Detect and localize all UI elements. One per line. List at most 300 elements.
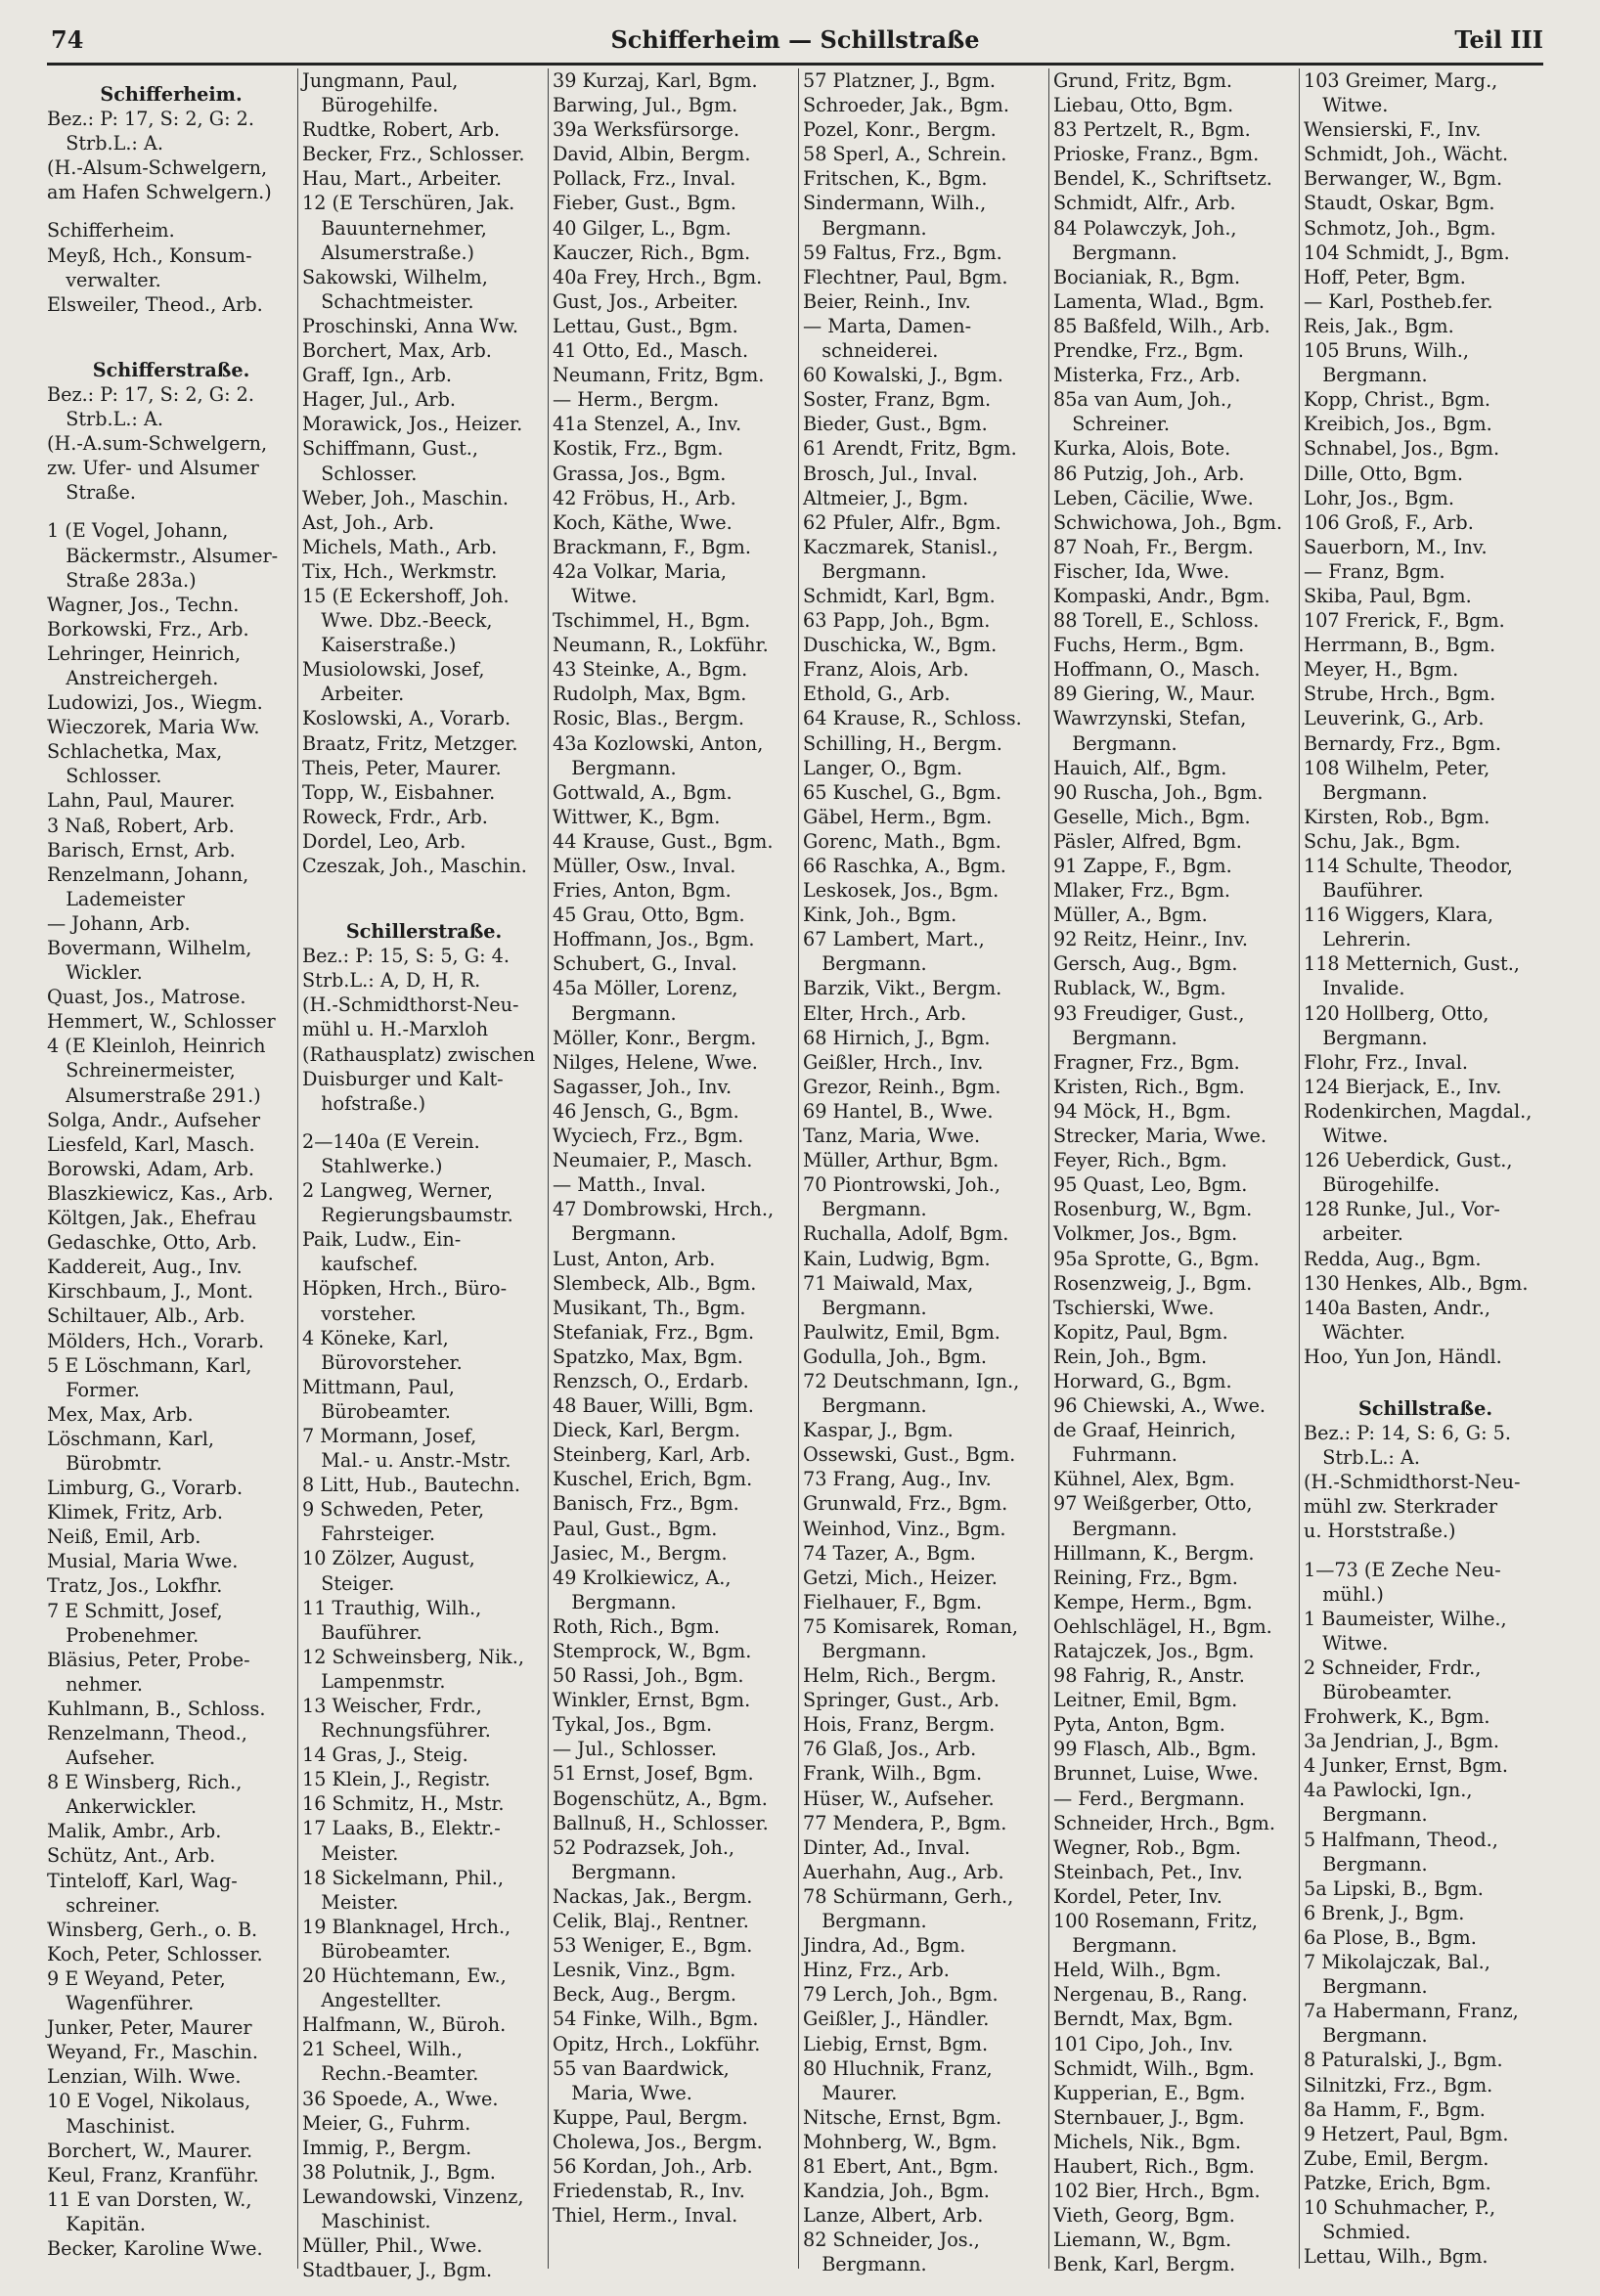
entry-line: Leben, Cäcilie, Wwe. bbox=[1053, 486, 1254, 509]
entry-line: Schiltauer, Alb., Arb. bbox=[47, 1304, 245, 1328]
entry-line: Rodenkirchen, Magdal., bbox=[1304, 1099, 1533, 1123]
entry-line: Halfmann, W., Büroh. bbox=[302, 2013, 507, 2037]
page-number: 74 bbox=[51, 25, 84, 54]
entry-line: nehmer. bbox=[47, 1672, 143, 1696]
entry-line: Hoffmann, Jos., Bgm. bbox=[553, 928, 755, 951]
entry-line: 59 Faltus, Frz., Bgm. bbox=[803, 241, 1002, 264]
entry-line: Wawrzynski, Stefan, bbox=[1053, 707, 1247, 730]
header-rule bbox=[47, 63, 1543, 66]
entry-line: 43 Steinke, A., Bgm. bbox=[553, 658, 748, 682]
entry-line: 5a Lipski, B., Bgm. bbox=[1304, 1877, 1484, 1900]
entry-line: Brunnet, Luise, Wwe. bbox=[1053, 1762, 1259, 1786]
entry-line: Jindra, Ad., Bgm. bbox=[803, 1934, 966, 1958]
entry-line: Löschmann, Karl, bbox=[47, 1427, 214, 1450]
entry-line: Quast, Jos., Matrose. bbox=[47, 986, 246, 1009]
entry-line: Weinhod, Vinz., Bgm. bbox=[803, 1517, 1006, 1540]
entry-line: 71 Maiwald, Max, bbox=[803, 1271, 974, 1295]
entry-line: Borkowski, Frz., Arb. bbox=[47, 617, 249, 640]
entry-line: Lohr, Jos., Bgm. bbox=[1304, 486, 1454, 509]
entry-line: — Marta, Damen- bbox=[803, 314, 972, 337]
entry-line: 84 Polawczyk, Joh., bbox=[1053, 216, 1237, 240]
entry-line: 14 Gras, J., Steig. bbox=[302, 1744, 468, 1767]
entry-line: 106 Groß, F., Arb. bbox=[1304, 510, 1474, 534]
entry-line: 1 (E Vogel, Johann, bbox=[47, 519, 229, 543]
entry-line: 9 Schweden, Peter, bbox=[302, 1498, 485, 1522]
entry-line: (Rathausplatz) zwischen bbox=[302, 1042, 536, 1066]
street-heading: Schifferstraße. bbox=[92, 358, 250, 381]
entry-line: — Franz, Bgm. bbox=[1304, 559, 1445, 583]
entry-line: Solga, Andr., Aufseher bbox=[47, 1108, 261, 1131]
entry-line: Schmidt, Joh., Wächt. bbox=[1304, 143, 1509, 166]
entry-line: Wächter. bbox=[1304, 1320, 1406, 1344]
entry-line: 9 E Weyand, Peter, bbox=[47, 1966, 226, 1990]
entry-line: Weyand, Fr., Maschin. bbox=[47, 2041, 258, 2064]
entry-line: Banisch, Frz., Bgm. bbox=[553, 1492, 739, 1516]
entry-line: 78 Schürmann, Gerh., bbox=[803, 1884, 1014, 1908]
entry-line: Witwe. bbox=[1304, 94, 1389, 117]
entry-line: Held, Wilh., Bgm. bbox=[1053, 1959, 1222, 1982]
entry-line: Kuschel, Erich, Bgm. bbox=[553, 1468, 753, 1491]
entry-line: Gottwald, A., Bgm. bbox=[553, 780, 733, 804]
entry-line: Tschierski, Wwe. bbox=[1053, 1296, 1215, 1319]
entry-line: 95a Sprotte, G., Bgm. bbox=[1053, 1247, 1260, 1270]
entry-line: — Ferd., Bergmann. bbox=[1053, 1787, 1246, 1810]
entry-line: Barzik, Vikt., Bergm. bbox=[803, 977, 1002, 1000]
entry-line: 72 Deutschmann, Ign., bbox=[803, 1369, 1020, 1392]
entry-line: Opitz, Hrch., Lokführ. bbox=[553, 2032, 761, 2055]
column-5 bbox=[1048, 68, 1297, 2276]
entry-line: 57 Platzner, J., Bgm. bbox=[803, 69, 996, 92]
entry-line: Bürobeamter. bbox=[1304, 1681, 1452, 1703]
entry-line: Topp, W., Eisbahner. bbox=[302, 780, 496, 804]
entry-line: Schwichowa, Joh., Bgm. bbox=[1053, 510, 1283, 534]
entry-line: Berwanger, W., Bgm. bbox=[1304, 167, 1503, 191]
entry-line: Bergmann. bbox=[1304, 1852, 1428, 1876]
entry-line: 40 Gilger, L., Bgm. bbox=[553, 216, 732, 240]
entry-line: 7 Mikolajczak, Bal., bbox=[1304, 1951, 1490, 1974]
entry-line: Sindermann, Wilh., bbox=[803, 192, 987, 215]
entry-line: 6a Plose, B., Bgm. bbox=[1304, 1925, 1477, 1949]
entry-line: Fritschen, K., Bgm. bbox=[803, 167, 988, 191]
entry-line: Kupperian, E., Bgm. bbox=[1053, 2081, 1246, 2104]
entry-line: 92 Reitz, Heinr., Inv. bbox=[1053, 928, 1249, 951]
entry-line: Altmeier, J., Bgm. bbox=[803, 486, 969, 509]
entry-line: 1 Baumeister, Wilhe., bbox=[1304, 1607, 1507, 1630]
entry-line: Kopp, Christ., Bgm. bbox=[1304, 388, 1491, 412]
entry-line: 80 Hluchnik, Franz, bbox=[803, 2056, 993, 2080]
entry-line: 99 Flasch, Alb., Bgm. bbox=[1053, 1738, 1257, 1761]
entry-line: Meister. bbox=[302, 1890, 399, 1914]
entry-line: Bez.: P: 17, S: 2, G: 2. bbox=[47, 382, 254, 406]
entry-line: Strb.L.: A. bbox=[1304, 1446, 1420, 1470]
entry-line: 38 Polutnik, J., Bgm. bbox=[302, 2160, 496, 2184]
entry-line: Hoff, Peter, Bgm. bbox=[1304, 265, 1466, 288]
entry-line: Borchert, Max, Arb. bbox=[302, 339, 492, 363]
entry-line: Winsberg, Gerh., o. B. bbox=[47, 1918, 258, 1941]
entry-line: 88 Torell, E., Schloss. bbox=[1053, 609, 1260, 633]
entry-line: Czeszak, Joh., Maschin. bbox=[302, 855, 527, 877]
entry-line: 114 Schulte, Theodor, bbox=[1304, 855, 1513, 877]
entry-line: (H.-A.sum-Schwelgern, bbox=[47, 432, 268, 456]
entry-line: u. Horststraße.) bbox=[1304, 1520, 1456, 1543]
entry-line: Reining, Frz., Bgm. bbox=[1053, 1566, 1238, 1589]
entry-line: Bergmann. bbox=[803, 2253, 927, 2276]
entry-line: Bez.: P: 15, S: 5, G: 4. bbox=[302, 945, 510, 968]
entry-line: Pollack, Frz., Inval. bbox=[553, 167, 736, 191]
entry-line: Hois, Franz, Bergm. bbox=[803, 1713, 996, 1737]
entry-line: Schlachetka, Max, bbox=[47, 740, 223, 764]
entry-line: 65 Kuschel, G., Bgm. bbox=[803, 780, 1002, 804]
entry-line: 45 Grau, Otto, Bgm. bbox=[553, 904, 745, 927]
entry-line: Dinter, Ad., Inval. bbox=[803, 1835, 971, 1859]
entry-line: 81 Ebert, Ant., Bgm. bbox=[803, 2154, 1000, 2178]
entry-line: 18 Sickelmann, Phil., bbox=[302, 1866, 504, 1889]
entry-line: Rosenzweig, J., Bgm. bbox=[1053, 1271, 1253, 1295]
entry-line: Dieck, Karl, Bergm. bbox=[553, 1419, 740, 1442]
entry-line: 75 Komisarek, Roman, bbox=[803, 1614, 1018, 1638]
entry-line: 98 Fahrig, R., Anstr. bbox=[1053, 1664, 1245, 1688]
page-header bbox=[47, 25, 1543, 65]
entry-line: 2 Langweg, Werner, bbox=[302, 1179, 493, 1203]
entry-line: Rudtke, Robert, Arb. bbox=[302, 118, 501, 142]
entry-line: Mex, Max, Arb. bbox=[47, 1402, 194, 1426]
spacer bbox=[302, 892, 546, 905]
entry-line: Lesnik, Vinz., Bgm. bbox=[553, 1959, 736, 1982]
entry-line: 8a Hamm, F., Bgm. bbox=[1304, 2097, 1486, 2121]
entry-line: Theis, Peter, Maurer. bbox=[302, 756, 502, 779]
entry-line: Maria, Wwe. bbox=[553, 2081, 692, 2104]
entry-line: Kaczmarek, Stanisl., bbox=[803, 535, 999, 558]
columns-container bbox=[47, 68, 1543, 2282]
entry-line: Stadtbauer, J., Bgm. bbox=[302, 2259, 493, 2282]
entry-line: Kuppe, Paul, Bergm. bbox=[553, 2105, 748, 2129]
entry-line: Hoffmann, O., Masch. bbox=[1053, 658, 1261, 682]
entry-line: 89 Giering, W., Maur. bbox=[1053, 683, 1256, 706]
entry-line: Immig, P., Bergm. bbox=[302, 2136, 472, 2159]
entry-line: Steinberg, Karl, Arb. bbox=[553, 1443, 751, 1467]
entry-line: Silnitzki, Frz., Bgm. bbox=[1304, 2073, 1493, 2097]
entry-line: 102 Bier, Hrch., Bgm. bbox=[1053, 2180, 1261, 2203]
entry-line: Rechnungsführer. bbox=[302, 1719, 491, 1743]
entry-line: Paul, Gust., Bgm. bbox=[553, 1517, 718, 1540]
entry-line: 7 Mormann, Josef, bbox=[302, 1424, 477, 1447]
entry-line: Möller, Konr., Bergm. bbox=[553, 1026, 757, 1049]
entry-line: Fragner, Frz., Bgm. bbox=[1053, 1050, 1240, 1074]
entry-line: David, Albin, Bergm. bbox=[553, 143, 751, 166]
entry-line: Geißler, Hrch., Inv. bbox=[803, 1050, 984, 1074]
entry-line: Neumaier, P., Masch. bbox=[553, 1149, 753, 1172]
entry-line: Kaspar, J., Bgm. bbox=[803, 1419, 954, 1442]
entry-line: Fielhauer, F., Bgm. bbox=[803, 1590, 983, 1613]
entry-line: Költgen, Jak., Ehefrau bbox=[47, 1207, 257, 1230]
street-heading: Schifferheim. bbox=[100, 83, 243, 106]
entry-line: Sagasser, Joh., Inv. bbox=[553, 1075, 733, 1098]
entry-line: Hoo, Yun Jon, Händl. bbox=[1304, 1345, 1502, 1368]
entry-line: Jasiec, M., Bergm. bbox=[553, 1541, 728, 1565]
entry-line: 94 Möck, H., Bgm. bbox=[1053, 1099, 1231, 1123]
entry-line: 52 Podrazsek, Joh., bbox=[553, 1835, 735, 1859]
entry-line: Klimek, Fritz, Arb. bbox=[47, 1501, 224, 1524]
entry-line: 73 Frang, Aug., Inv. bbox=[803, 1468, 992, 1491]
entry-line: 61 Arendt, Fritz, Bgm. bbox=[803, 437, 1017, 461]
entry-line: Stemprock, W., Bgm. bbox=[553, 1640, 752, 1662]
entry-line: Ratajczek, Jos., Bgm. bbox=[1053, 1640, 1255, 1662]
entry-line: 42a Volkar, Maria, bbox=[553, 559, 727, 583]
entry-line: 11 E van Dorsten, W., bbox=[47, 2187, 252, 2211]
entry-line: Zube, Emil, Bergm. bbox=[1304, 2146, 1489, 2170]
entry-line: 41 Otto, Ed., Masch. bbox=[553, 339, 749, 363]
street-heading: Schillstraße. bbox=[1357, 1396, 1493, 1420]
entry-line: Brackmann, F., Bgm. bbox=[553, 535, 751, 558]
entry-line: 140a Basten, Andr., bbox=[1304, 1296, 1490, 1319]
entry-line: 41a Stenzel, A., Inv. bbox=[553, 413, 742, 436]
entry-line: 5 Halfmann, Theod., bbox=[1304, 1828, 1498, 1851]
entry-line: Wwe. Dbz.-Beeck, bbox=[302, 609, 493, 633]
entry-line: Bergmann. bbox=[1053, 731, 1178, 755]
entry-line: Schroeder, Jak., Bgm. bbox=[803, 94, 1009, 117]
entry-line: vorsteher. bbox=[302, 1302, 417, 1325]
entry-line: Franz, Alois, Arb. bbox=[803, 658, 969, 682]
entry-line: Grund, Fritz, Bgm. bbox=[1053, 69, 1233, 92]
entry-line: schreiner. bbox=[47, 1893, 160, 1917]
entry-line: Fries, Anton, Bgm. bbox=[553, 879, 732, 903]
street-heading: Schillerstraße. bbox=[345, 920, 503, 944]
entry-line: Neumann, Fritz, Bgm. bbox=[553, 364, 765, 387]
entry-line: Mohnberg, W., Bgm. bbox=[803, 2130, 998, 2153]
column-4 bbox=[798, 68, 1046, 2276]
entry-line: Bauunternehmer, bbox=[302, 216, 487, 240]
entry-line: Tschimmel, H., Bgm. bbox=[553, 609, 751, 633]
entry-line: 48 Bauer, Willi, Bgm. bbox=[553, 1394, 754, 1418]
entry-line: — Jul., Schlosser. bbox=[553, 1738, 717, 1761]
entry-line: Kirsten, Rob., Bgm. bbox=[1304, 805, 1490, 828]
entry-line: Volkmer, Jos., Bgm. bbox=[1053, 1222, 1238, 1246]
spacer bbox=[1304, 1369, 1547, 1383]
entry-line: 107 Frerick, F., Bgm. bbox=[1304, 609, 1505, 633]
entry-line: 47 Dombrowski, Hrch., bbox=[553, 1198, 775, 1221]
entry-line: Schiffmann, Gust., bbox=[302, 437, 479, 461]
entry-line: 130 Henkes, Alb., Bgm. bbox=[1304, 1271, 1529, 1295]
entry-line: Slembeck, Alb., Bgm. bbox=[553, 1271, 757, 1295]
entry-line: Soster, Franz, Bgm. bbox=[803, 388, 992, 412]
entry-line: 105 Bruns, Wilh., bbox=[1304, 339, 1469, 363]
entry-line: Mal.- u. Anstr.-Mstr. bbox=[302, 1449, 511, 1473]
entry-line: Koslowski, A., Vorarb. bbox=[302, 707, 511, 730]
entry-line: Leuverink, G., Arb. bbox=[1304, 707, 1485, 730]
entry-line: de Graaf, Heinrich, bbox=[1053, 1419, 1236, 1442]
entry-line: Malik, Ambr., Arb. bbox=[47, 1820, 222, 1843]
entry-line: Ballnuß, H., Schlosser. bbox=[553, 1811, 769, 1834]
entry-line: 15 Klein, J., Registr. bbox=[302, 1768, 491, 1791]
entry-line: Langer, O., Bgm. bbox=[803, 756, 963, 779]
entry-line: Regierungsbaumstr. bbox=[302, 1204, 513, 1227]
entry-line: Frank, Wilh., Bgm. bbox=[803, 1762, 983, 1786]
entry-line: Alsumerstraße.) bbox=[302, 241, 475, 264]
entry-line: schneiderei. bbox=[803, 339, 939, 363]
entry-line: kaufschef. bbox=[302, 1253, 419, 1276]
entry-line: 62 Pfuler, Alfr., Bgm. bbox=[803, 510, 1001, 534]
entry-line: Liebig, Ernst, Bgm. bbox=[803, 2032, 989, 2055]
entry-line: 15 (E Eckershoff, Joh. bbox=[302, 584, 510, 607]
entry-line: Rein, Joh., Bgm. bbox=[1053, 1345, 1208, 1368]
entry-line: Elsweiler, Theod., Arb. bbox=[47, 292, 263, 316]
entry-line: 120 Hollberg, Otto, bbox=[1304, 1001, 1489, 1025]
entry-line: am Hafen Schwelgern.) bbox=[47, 181, 272, 204]
entry-line: Bergmann. bbox=[803, 952, 927, 976]
entry-line: Lamenta, Wlad., Bgm. bbox=[1053, 289, 1265, 313]
spacer bbox=[47, 331, 295, 344]
entry-line: Müller, A., Bgm. bbox=[1053, 904, 1208, 927]
entry-line: Fahrsteiger. bbox=[302, 1523, 436, 1546]
entry-line: Bergmann. bbox=[803, 1640, 927, 1662]
entry-line: Rosenburg, W., Bgm. bbox=[1053, 1198, 1253, 1221]
entry-line: 67 Lambert, Mart., bbox=[803, 928, 985, 951]
entry-line: Helm, Rich., Bergm. bbox=[803, 1664, 997, 1688]
entry-line: 12 Schweinsberg, Nik., bbox=[302, 1645, 524, 1668]
entry-line: 20 Hüchtemann, Ew., bbox=[302, 1965, 507, 1988]
entry-line: 42 Fröbus, H., Arb. bbox=[553, 486, 736, 509]
entry-line: Bergmann. bbox=[553, 1222, 677, 1246]
entry-line: Patzke, Erich, Bgm. bbox=[1304, 2171, 1491, 2194]
entry-line: 13 Weischer, Frdr., bbox=[302, 1695, 482, 1717]
entry-line: Schnabel, Jos., Bgm. bbox=[1304, 437, 1500, 461]
entry-line: Bez.: P: 14, S: 6, G: 5. bbox=[1304, 1422, 1511, 1445]
entry-line: Dordel, Leo, Arb. bbox=[302, 829, 467, 853]
entry-line: Grezor, Reinh., Bgm. bbox=[803, 1075, 1001, 1098]
entry-line: Stefaniak, Frz., Bgm. bbox=[553, 1320, 755, 1344]
entry-line: 82 Schneider, Jos., bbox=[803, 2229, 980, 2252]
entry-line: Straße 283a.) bbox=[47, 568, 197, 592]
entry-line: Friedenstab, R., Inv. bbox=[553, 2180, 745, 2203]
entry-line: 8 E Winsberg, Rich., bbox=[47, 1771, 243, 1794]
entry-line: Hauich, Alf., Bgm. bbox=[1053, 756, 1227, 779]
entry-line: Winkler, Ernst, Bgm. bbox=[553, 1689, 751, 1712]
entry-line: Probenehmer. bbox=[47, 1623, 200, 1647]
entry-line: Jungmann, Paul, bbox=[302, 69, 459, 92]
entry-line: Bergmann. bbox=[803, 216, 927, 240]
entry-line: Renzelmann, Johann, bbox=[47, 862, 249, 886]
entry-line: Schubert, G., Inval. bbox=[553, 952, 737, 976]
entry-line: Renzelmann, Theod., bbox=[47, 1722, 247, 1744]
entry-line: Nitsche, Ernst, Bgm. bbox=[803, 2105, 1002, 2129]
entry-line: Bergmann. bbox=[1053, 1026, 1178, 1049]
entry-line: Kostik, Frz., Bgm. bbox=[553, 437, 724, 461]
entry-line: Kirschbaum, J., Mont. bbox=[47, 1280, 253, 1303]
entry-line: Bez.: P: 17, S: 2, G: 2. bbox=[47, 108, 254, 131]
entry-line: (H.-Schmidthorst-Neu- bbox=[1304, 1471, 1521, 1494]
entry-line: 66 Raschka, A., Bgm. bbox=[803, 855, 1006, 877]
entry-line: Barisch, Ernst, Arb. bbox=[47, 838, 236, 861]
entry-line: Bovermann, Wilhelm, bbox=[47, 937, 252, 959]
entry-line: 8 Litt, Hub., Bautechn. bbox=[302, 1474, 520, 1497]
entry-line: Bergmann. bbox=[803, 1910, 927, 1933]
entry-line: Angestellter. bbox=[302, 1989, 442, 2012]
entry-line: 91 Zappe, F., Bgm. bbox=[1053, 855, 1232, 877]
entry-line: — Herm., Bergm. bbox=[553, 388, 720, 412]
entry-line: Wieczorek, Maria Ww. bbox=[47, 716, 260, 739]
entry-line: Hüser, W., Aufseher. bbox=[803, 1787, 995, 1810]
entry-line: Graff, Ign., Arb. bbox=[302, 364, 453, 387]
entry-line: Getzi, Mich., Heizer. bbox=[803, 1566, 998, 1589]
entry-line: Kaddereit, Aug., Inv. bbox=[47, 1256, 243, 1279]
entry-line: 126 Ueberdick, Gust., bbox=[1304, 1149, 1513, 1172]
entry-line: Schreinermeister, bbox=[47, 1059, 236, 1082]
entry-line: Musikant, Th., Bgm. bbox=[553, 1296, 746, 1319]
entry-line: 1—73 (E Zeche Neu- bbox=[1304, 1558, 1501, 1581]
entry-line: Liesfeld, Karl, Masch. bbox=[47, 1132, 255, 1156]
entry-line: 70 Piontrowski, Joh., bbox=[803, 1173, 1000, 1197]
entry-line: Bürobmtr. bbox=[47, 1451, 162, 1475]
entry-line: Steiger. bbox=[302, 1571, 395, 1595]
entry-line: Rosic, Blas., Bergm. bbox=[553, 707, 744, 730]
entry-line: 4a Pawlocki, Ign., bbox=[1304, 1779, 1473, 1802]
spacer bbox=[47, 505, 295, 518]
entry-line: 46 Jensch, G., Bgm. bbox=[553, 1099, 739, 1123]
entry-line: 74 Tazer, A., Bgm. bbox=[803, 1541, 976, 1565]
entry-line: Bürobeamter. bbox=[302, 1939, 451, 1963]
entry-line: Brosch, Jul., Inval. bbox=[803, 462, 978, 485]
entry-line: Fuchs, Herm., Bgm. bbox=[1053, 634, 1245, 657]
entry-line: — Johann, Arb. bbox=[47, 911, 191, 935]
entry-line: Bieder, Gust., Bgm. bbox=[803, 413, 988, 436]
entry-line: Kauczer, Rich., Bgm. bbox=[553, 241, 751, 264]
entry-line: Wegner, Rob., Bgm. bbox=[1053, 1835, 1242, 1859]
entry-line: 116 Wiggers, Klara, bbox=[1304, 904, 1494, 927]
column-6 bbox=[1299, 68, 1547, 2269]
entry-line: Geselle, Mich., Bgm. bbox=[1053, 805, 1251, 828]
entry-line: Wickler. bbox=[47, 961, 143, 985]
entry-line: 86 Putzig, Joh., Arb. bbox=[1053, 462, 1245, 485]
entry-line: Gorenc, Math., Bgm. bbox=[803, 829, 1001, 853]
entry-line: Redda, Aug., Bgm. bbox=[1304, 1247, 1482, 1270]
entry-line: Mölders, Hch., Vorarb. bbox=[47, 1329, 265, 1352]
entry-line: Weber, Joh., Maschin. bbox=[302, 486, 509, 509]
entry-line: 45a Möller, Lorenz, bbox=[553, 977, 738, 1000]
entry-line: Ast, Joh., Arb. bbox=[302, 510, 434, 534]
entry-line: Kordel, Peter, Inv. bbox=[1053, 1884, 1222, 1908]
entry-line: hofstraße.) bbox=[302, 1091, 426, 1115]
entry-line: Fischer, Ida, Wwe. bbox=[1053, 559, 1230, 583]
entry-line: Oehlschlägel, H., Bgm. bbox=[1053, 1614, 1272, 1638]
entry-line: Hillmann, K., Bergm. bbox=[1053, 1541, 1255, 1565]
entry-line: 85a van Aum, Joh., bbox=[1053, 388, 1233, 412]
entry-line: Bergmann. bbox=[553, 1590, 677, 1613]
entry-line: Mlaker, Frz., Bgm. bbox=[1053, 879, 1231, 903]
entry-line: Pyta, Anton, Bgm. bbox=[1053, 1713, 1225, 1737]
entry-line: Roweck, Frdr., Arb. bbox=[302, 805, 488, 828]
entry-line: 64 Krause, R., Schloss. bbox=[803, 707, 1022, 730]
entry-line: Invalide. bbox=[1304, 977, 1405, 1000]
entry-line: Lampenmstr. bbox=[302, 1669, 446, 1693]
entry-line: Blaszkiewicz, Kas., Arb. bbox=[47, 1181, 274, 1205]
entry-line: Michels, Nik., Bgm. bbox=[1053, 2130, 1241, 2153]
entry-line: Maurer. bbox=[803, 2081, 898, 2104]
entry-line: Kink, Joh., Bgm. bbox=[803, 904, 957, 927]
entry-line: Fieber, Gust., Bgm. bbox=[553, 192, 736, 215]
entry-line: Strb.L.: A. bbox=[47, 132, 163, 155]
entry-line: Wagenführer. bbox=[47, 1992, 195, 2015]
entry-line: Elter, Hrch., Arb. bbox=[803, 1001, 967, 1025]
entry-line: 87 Noah, Fr., Bergm. bbox=[1053, 535, 1254, 558]
entry-line: 2 Schneider, Frdr., bbox=[1304, 1656, 1482, 1679]
entry-line: Schütz, Ant., Arb. bbox=[47, 1844, 216, 1868]
entry-line: Maschinist. bbox=[47, 2114, 176, 2138]
column-2 bbox=[297, 68, 546, 2282]
entry-line: Duisburger und Kalt- bbox=[302, 1067, 504, 1090]
entry-line: 96 Chiewski, A., Wwe. bbox=[1053, 1394, 1267, 1418]
entry-line: Strb.L.: A, D, H, R. bbox=[302, 969, 481, 993]
spacer bbox=[1304, 1544, 1547, 1558]
